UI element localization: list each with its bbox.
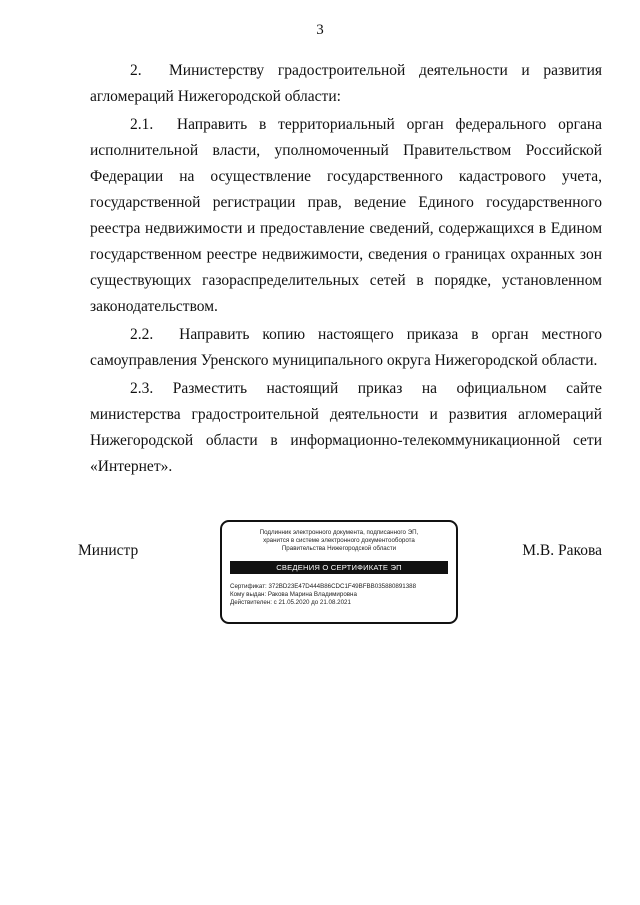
stamp-header-line: Подлинник электронного документа, подписанного ЭП,	[259, 529, 419, 536]
stamp-header-line: Правительства Нижегородской области	[281, 545, 397, 553]
paragraph-item-2: 2. Министерству градостроительной деятельности и развития агломераций Нижегородской области:	[90, 62, 602, 105]
document-body	[90, 58, 602, 480]
paragraph-item-2-3: 2.3. Разместить настоящий приказ на официальном сайте министерства градостроительной деятельности и развития агломераций Нижегородской области в информационно-телекоммуникационной сети «Интернет».	[90, 380, 602, 475]
page-number: 3	[316, 22, 324, 38]
paragraph-item-2-2: 2.2. Направить копию настоящего приказа в орган местного самоуправления Уренского муниципального округа Нижегородской области.	[90, 326, 602, 369]
certificate-owner: Кому выдан: Ракова Марина Владимировна	[230, 591, 357, 599]
electronic-signature-stamp	[220, 520, 458, 624]
certificate-details	[230, 583, 448, 608]
certificate-validity: Действителен: с 21.05.2020 до 21.08.2021	[230, 599, 351, 607]
paragraph-item-2-1: 2.1. Направить в территориальный орган федерального органа исполнительной власти, уполномоченный Правительством Российской Федерации на осуществление государственного кадастрового учета, государственной регистрации прав, ведение Единого государственного реестра недвижимости и предоставление сведений, содержащихся в Едином государственном реестре недвижимости, сведения о границах охранных зон существующих газораспределительных сетей в порядке, установленном законодательством.	[90, 116, 602, 315]
signature-block	[78, 520, 602, 630]
stamp-header-line: хранится в системе электронного документооборота	[263, 537, 415, 545]
signer-title: Министр	[78, 542, 139, 559]
certificate-info-bar: СВЕДЕНИЯ О СЕРТИФИКАТЕ ЭП	[230, 561, 448, 574]
signer-name: М.В. Ракова	[522, 542, 602, 559]
certificate-number: Сертификат: 372BD23E47D444B86CDC1F49BFBB035880891388	[230, 582, 417, 590]
stamp-header	[230, 529, 448, 554]
